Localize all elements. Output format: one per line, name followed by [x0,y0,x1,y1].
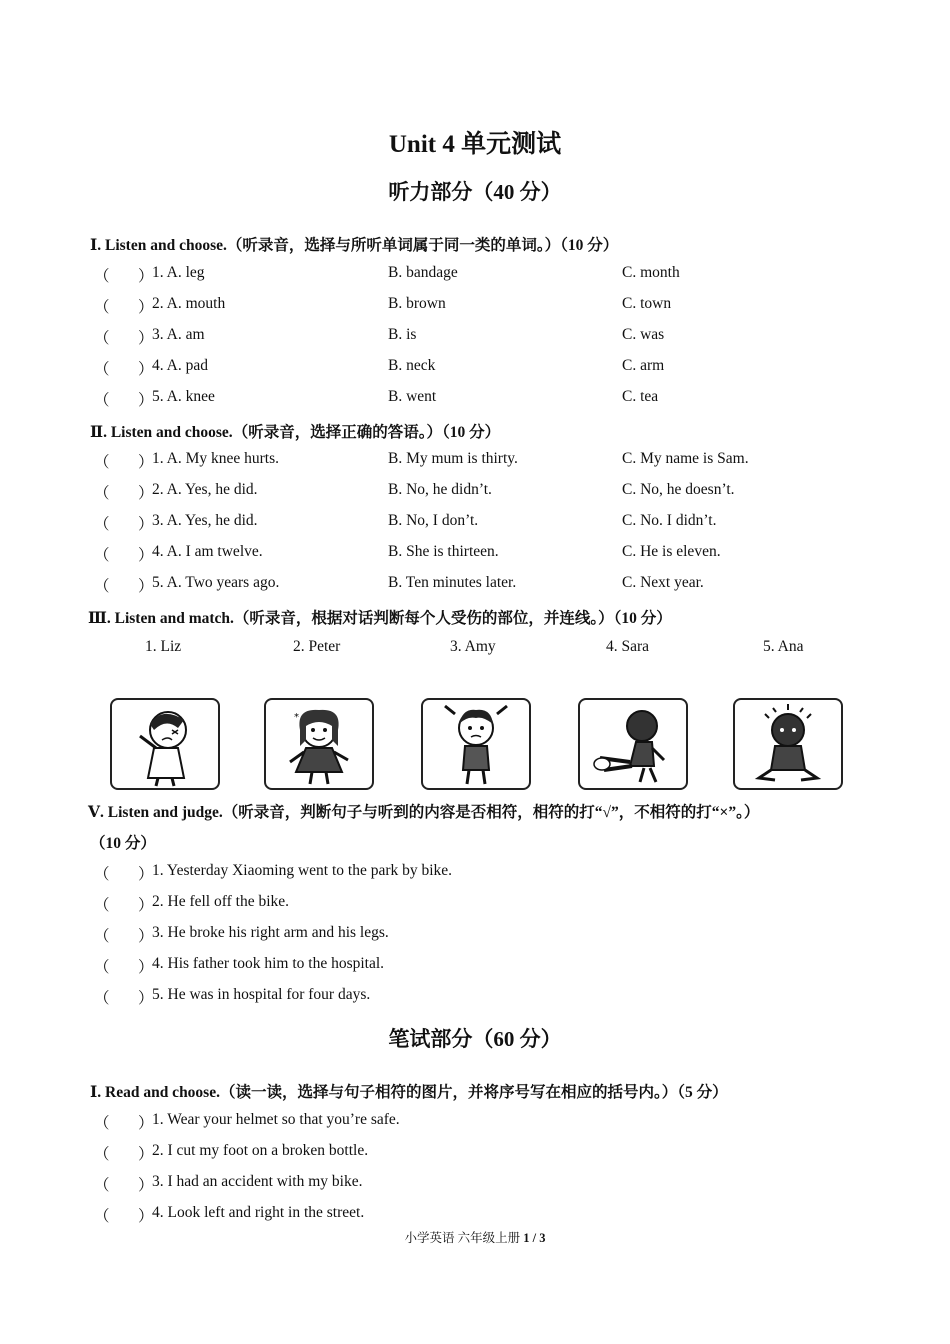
judge-statement: 3. He broke his right arm and his legs. [152,924,389,941]
answer-paren-close: ） [138,485,154,502]
sentence: 4. Look left and right in the street. [152,1204,365,1221]
answer-paren-close: ） [138,392,154,409]
section2-instruction: （听录音，选择正确的答语。）（10 分） [232,424,501,441]
answer-paren-open: （ [94,1208,110,1225]
section3-label: Ⅲ. Listen and match. [88,610,234,627]
answer-paren-open: （ [94,516,110,533]
answer-paren-close: ） [138,330,154,347]
option-b: B. bandage [388,264,458,281]
option-b: B. Ten minutes later. [388,574,517,591]
answer-paren-close: ） [138,268,154,285]
option-b: B. is [388,326,417,343]
answer-paren-close: ） [138,1177,154,1194]
section5-instruction: （听录音，判断句子与听到的内容是否相符，相符的打“√”，不相符的打“×”。） [222,804,760,821]
name-label: 4. Sara [606,638,650,655]
option-c: C. No, he doesn’t. [622,481,735,498]
sentence: 3. I had an accident with my bike. [152,1173,363,1190]
answer-paren-close: ） [138,1208,154,1225]
written1-instruction: （读一读，选择与句子相符的图片，并将序号写在相应的括号内。）（5 分） [219,1084,728,1101]
picture-neck-injury [421,698,531,790]
option-b: B. neck [388,357,436,374]
answer-paren-open: （ [94,1115,110,1132]
judge-statement: 5. He was in hospital for four days. [152,986,371,1003]
option-c: C. No. I didn’t. [622,512,717,529]
answer-paren-open: （ [94,578,110,595]
page-title: Unit 4 单元测试 [388,131,562,158]
answer-paren-close: ） [138,578,154,595]
option-b: B. No, I don’t. [388,512,479,529]
answer-paren-close: ） [138,299,154,316]
section3-instruction: （听录音，根据对话判断每个人受伤的部位，并连线。）（10 分） [233,610,672,627]
section5-points: （10 分） [90,835,156,852]
section5-heading [88,800,759,822]
answer-paren-open: （ [94,268,110,285]
answer-paren-open: （ [94,454,110,471]
page-footer [0,1228,950,1246]
option-a: 5. A. Two years ago. [152,574,280,591]
section1-instruction: （听录音，选择与所听单词属于同一类的单词。）（10 分） [226,237,619,254]
option-c: C. was [622,326,665,343]
section5-label: Ⅴ. Listen and judge. [88,804,223,821]
answer-paren-close: ） [138,990,154,1007]
answer-paren-open: （ [94,866,110,883]
picture-head-injury [110,698,220,790]
section2-heading [90,420,500,442]
svg-text:*: * [294,712,299,723]
answer-paren-close: ） [138,1146,154,1163]
answer-paren-open: （ [94,299,110,316]
option-b: B. My mum is thirty. [388,450,518,467]
option-a: 5. A. knee [152,388,215,405]
page-number: 1 / 3 [523,1231,546,1245]
option-a: 1. A. My knee hurts. [152,450,280,467]
name-label: 3. Amy [450,638,496,655]
answer-paren-open: （ [94,1177,110,1194]
option-c: C. He is eleven. [622,543,721,560]
option-b: B. brown [388,295,446,312]
answer-paren-open: （ [94,928,110,945]
judge-statement: 4. His father took him to the hospital. [152,955,385,972]
option-c: C. Next year. [622,574,704,591]
answer-paren-close: ） [138,959,154,976]
answer-paren-close: ） [138,361,154,378]
name-label: 2. Peter [293,638,341,655]
listening-heading: 听力部分（40 分） [388,180,562,204]
answer-paren-open: （ [94,990,110,1007]
answer-paren-close: ） [138,516,154,533]
picture-leg-injury [578,698,688,790]
answer-paren-close: ） [138,454,154,471]
option-a: 4. A. I am twelve. [152,543,263,560]
answer-paren-open: （ [94,959,110,976]
option-a: 2. A. mouth [152,295,226,312]
judge-statement: 2. He fell off the bike. [152,893,290,910]
answer-paren-open: （ [94,1146,110,1163]
answer-paren-close: ） [138,547,154,564]
name-label: 5. Ana [763,638,804,655]
footer-text: 小学英语 六年级上册 [404,1231,521,1245]
written1-heading [90,1080,728,1102]
sentence: 1. Wear your helmet so that you’re safe. [152,1111,400,1128]
option-b: B. went [388,388,437,405]
judge-statement: 1. Yesterday Xiaoming went to the park by bike. [152,862,453,879]
sentence: 2. I cut my foot on a broken bottle. [152,1142,369,1159]
option-a: 4. A. pad [152,357,208,374]
picture-arm-injury [264,698,374,790]
option-a: 1. A. leg [152,264,205,281]
answer-paren-open: （ [94,485,110,502]
writing-heading: 笔试部分（60 分） [388,1027,562,1051]
name-label: 1. Liz [145,638,182,655]
answer-paren-close: ） [138,928,154,945]
option-b: B. She is thirteen. [388,543,499,560]
picture-knee-injury [733,698,843,790]
answer-paren-open: （ [94,392,110,409]
option-c: C. tea [622,388,659,405]
answer-paren-close: ） [138,1115,154,1132]
option-a: 3. A. Yes, he did. [152,512,258,529]
option-a: 3. A. am [152,326,205,343]
option-b: B. No, he didn’t. [388,481,492,498]
answer-paren-close: ） [138,866,154,883]
answer-paren-open: （ [94,361,110,378]
option-c: C. My name is Sam. [622,450,749,467]
section3-heading [88,606,672,628]
answer-paren-close: ） [138,897,154,914]
option-c: C. town [622,295,672,312]
written1-label: Ⅰ. Read and choose. [90,1084,220,1101]
section2-label: Ⅱ. Listen and choose. [90,424,233,441]
section1-heading [90,233,618,255]
answer-paren-open: （ [94,547,110,564]
answer-paren-open: （ [94,330,110,347]
option-c: C. arm [622,357,665,374]
option-c: C. month [622,264,680,281]
section1-label: Ⅰ. Listen and choose. [90,237,227,254]
option-a: 2. A. Yes, he did. [152,481,258,498]
answer-paren-open: （ [94,897,110,914]
